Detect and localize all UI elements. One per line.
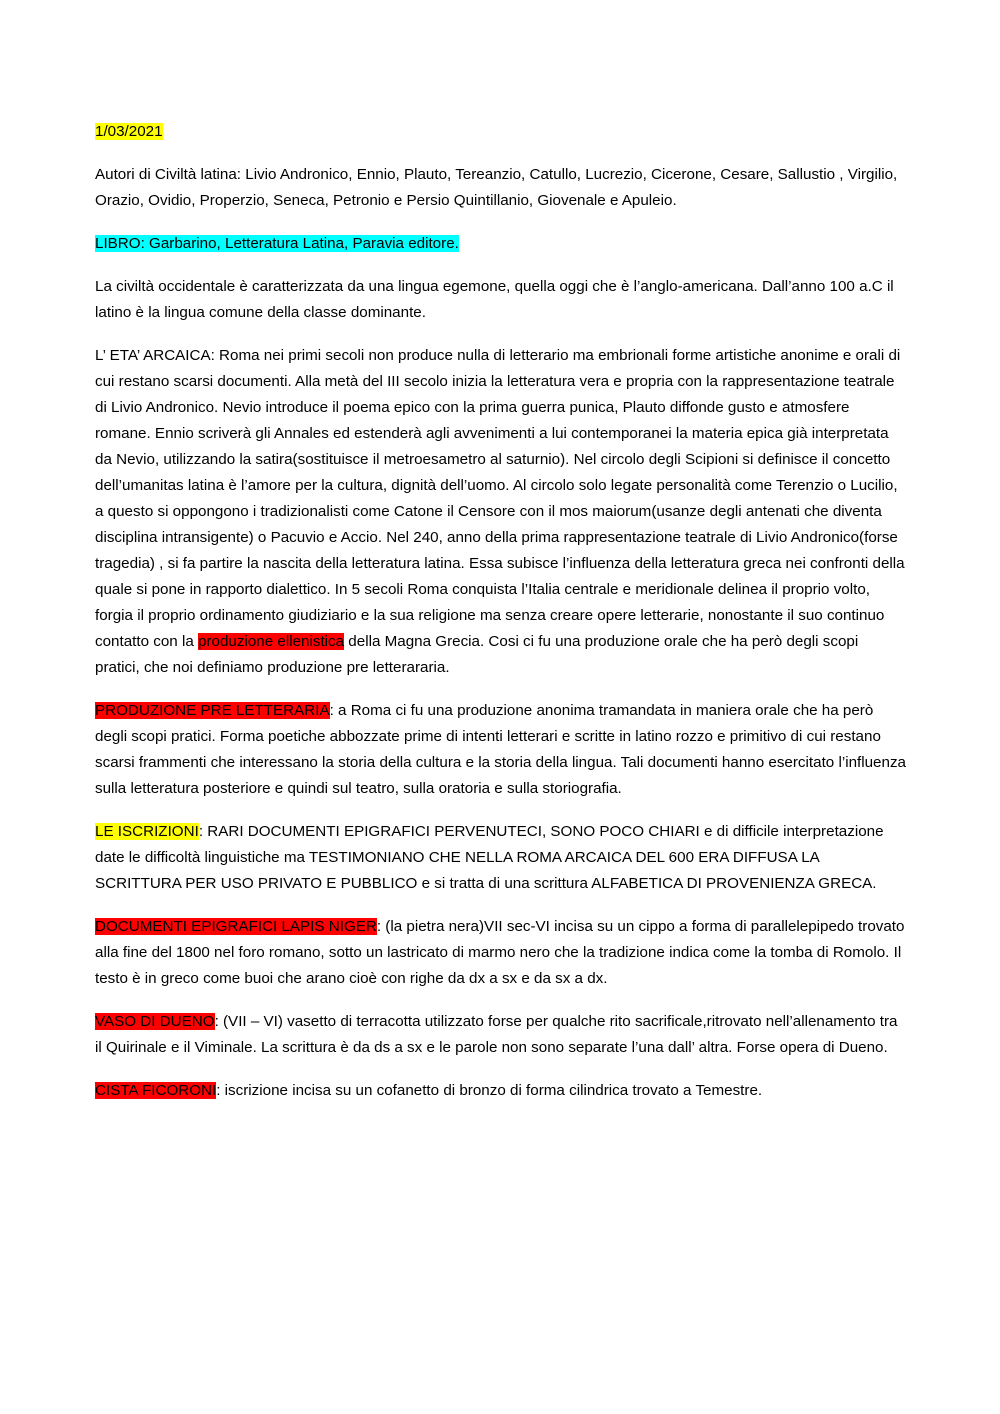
date-paragraph <box>95 119 907 145</box>
document-page <box>95 119 907 1121</box>
pre-letteraria-text: : a Roma ci fu una produzione anonima tramandata in maniera orale che ha però degli scopi pratici. Forma poetiche abbozzate prime di intenti letterari e scritte in latino rozzo e primitivo di cui restano scarsi frammenti che interessano la storia della cultura e la storia della lingua. Tali documenti hanno esercitato l’influenza sulla letteratura posteriore e quindi sul teatro, sulla oratoria e sulla storiografia. <box>95 702 906 797</box>
cista-ficoroni-heading: CISTA FICORONI <box>95 1082 217 1099</box>
iscrizioni-text: : RARI DOCUMENTI EPIGRAFICI PERVENUTECI, SONO POCO CHIARI e di difficile interpretazione date le difficoltà linguistiche ma TESTIMONIANO CHE NELLA ROMA ARCAICA DEL 600 ERA DIFFUSA LA SCRITTURA PER USO PRIVATO E PUBBLICO e si tratta di una scrittura ALFABETICA DI PROVENIENZA GRECA. <box>95 823 884 892</box>
intro-paragraph: La civiltà occidentale è caratterizzata da una lingua egemone, quella oggi che è l’anglo-americana. Dall’anno 100 a.C il latino è la lingua comune della classe dominante. <box>95 278 894 321</box>
vaso-dueno-text: : (VII – VI) vasetto di terracotta utilizzato forse per qualche rito sacrificale,ritrovato nell’allenamento tra il Quirinale e il Viminale. La scrittura è da ds a sx e le parole non sono separate l’una dall’ altra. Forse opera di Dueno. <box>95 1013 898 1056</box>
pre-letteraria-paragraph <box>95 698 907 802</box>
produzione-ellenistica-highlight: produzione ellenistica <box>198 633 345 650</box>
eta-arcaica-text: L’ ETA’ ARCAICA: Roma nei primi secoli non produce nulla di letterario ma embrionali forme artistiche anonime e orali di cui restano scarsi documenti. Alla metà del III secolo inizia la letteratura vera e propria con la rappresentazione teatrale di Livio Andronico. Nevio introduce il poema epico con la prima guerra punica, Plauto diffonde gusto e atmosfere romane. Ennio scriverà gli Annales ed estenderà agli avvenimenti a lui contemporanei la materia epica già interpretata da Nevio, utilizzando la satira(sostituisce il metroesametro al saturnio). Nel circolo degli Scipioni si definisce il concetto dell’umanitas latina è l’amore per la cultura, dignità dell’uomo. Al circolo solo legate personalità come Terenzio o Lucilio, a questo si oppongono i tradizionalisti come Catone il Censore con il mos maiorum(usanze degli antenati che diventa disciplina intransigente) o Pacuvio e Accio. Nel 240, anno della prima rappresentazione teatrale di Livio Andronico(forse tragedia) , si fa partire la nascita della letteratura latina. Essa subisce l’influenza della letteratura greca nei confronti della quale si pone in rapporto dialettico. In 5 secoli Roma conquista l’Italia centrale e meridionale delinea il proprio volto, forgia il proprio ordinamento giudiziario e la sua religione ma senza creare opere letterarie, nonostante il suo continuo contatto con la <box>95 347 905 650</box>
vaso-dueno-paragraph <box>95 1009 907 1061</box>
book-reference: LIBRO: Garbarino, Letteratura Latina, Paravia editore. <box>95 235 459 252</box>
vaso-dueno-heading: VASO DI DUENO <box>95 1013 215 1030</box>
lapis-niger-heading: DOCUMENTI EPIGRAFICI LAPIS NIGER <box>95 918 377 935</box>
lapis-niger-text: : (la pietra nera)VII sec-VI incisa su un cippo a forma di parallelepipedo trovato alla fine del 1800 nel foro romano, sotto un lastricato di marmo nero che la tradizione indica come la tomba di Romolo. Il testo è in greco come buoi che arano cioè con righe da dx a sx e da sx a dx. <box>95 918 905 987</box>
iscrizioni-paragraph <box>95 819 907 897</box>
cista-ficoroni-text: : iscrizione incisa su un cofanetto di bronzo di forma cilindrica trovato a Temestre. <box>216 1082 763 1099</box>
iscrizioni-heading: LE ISCRIZIONI <box>95 823 199 840</box>
eta-arcaica-paragraph <box>95 343 907 681</box>
cista-ficoroni-paragraph <box>95 1078 907 1104</box>
pre-letteraria-heading: PRODUZIONE PRE LETTERARIA <box>95 702 330 719</box>
book-paragraph <box>95 231 907 257</box>
lapis-niger-paragraph <box>95 914 907 992</box>
date-text: 1/03/2021 <box>95 123 163 140</box>
authors-paragraph: Autori di Civiltà latina: Livio Andronico, Ennio, Plauto, Tereanzio, Catullo, Lucrezio, Cicerone, Cesare, Sallustio , Virgilio, Orazio, Ovidio, Properzio, Seneca, Petronio e Persio Quintillanio, Giovenale e Apuleio. <box>95 166 898 209</box>
eta-arcaica-text-end: della Magna Grecia. Cosi ci fu una produzione orale che ha però degli scopi pratici, che noi definiamo produzione pre letterararia. <box>95 633 859 676</box>
